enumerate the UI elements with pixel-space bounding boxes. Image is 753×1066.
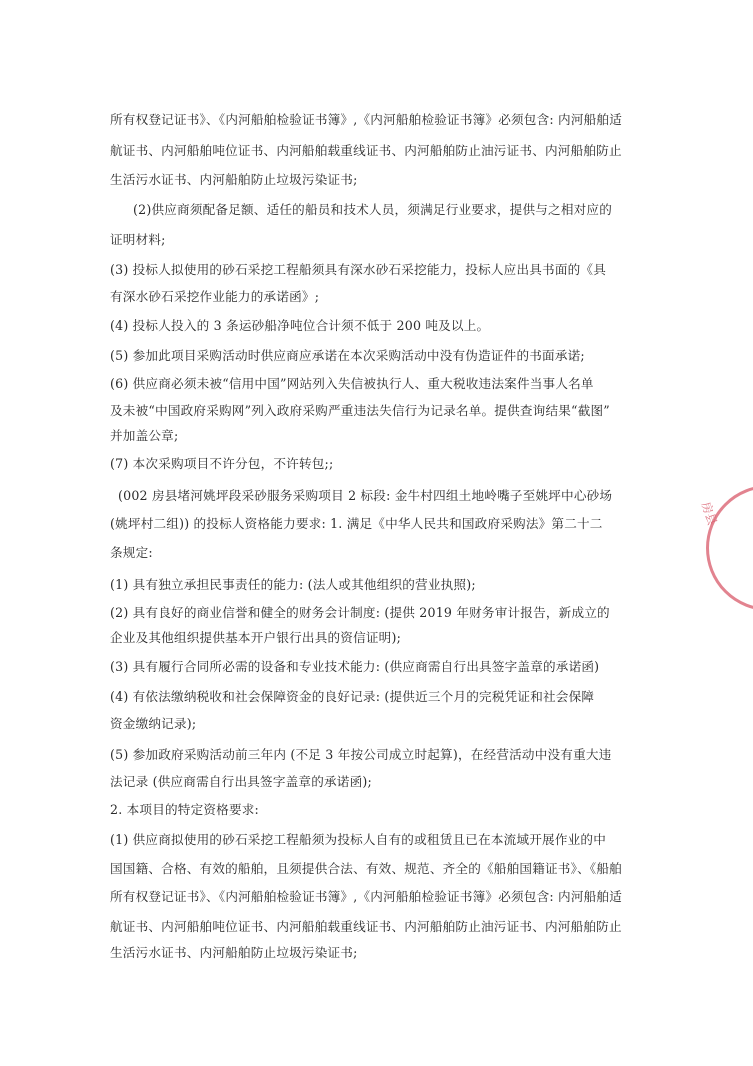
text-line: 企业及其他组织提供基本开户银行出具的资信证明); — [110, 630, 402, 645]
text-line: 条规定: — [110, 545, 153, 560]
text-line: (7) 本次采购项目不许分包，不许转包;; — [110, 456, 334, 471]
text-line: (1) 具有独立承担民事责任的能力: (法人或其他组织的营业执照); — [110, 577, 476, 592]
text-line: 及未被“中国政府采购网”列入政府采购严重违法失信行为记录名单。提供查询结果“截图” — [110, 403, 610, 418]
text-line: 生活污水证书、内河船舶防止垃圾污染证书; — [110, 945, 358, 960]
text-line: (姚坪村二组)) 的投标人资格能力要求: 1. 满足《中华人民共和国政府采购法》第二十二 — [110, 516, 603, 531]
text-line: 证明材料; — [110, 232, 166, 247]
text-line: 航证书、内河船舶吨位证书、内河船舶载重线证书、内河船舶防止油污证书、内河船舶防止 — [110, 919, 622, 934]
text-line: 国国籍、合格、有效的船舶，且须提供合法、有效、规范、齐全的《船舶国籍证书》、《船舶 — [110, 861, 622, 876]
text-line: 航证书、内河船舶吨位证书、内河船舶载重线证书、内河船舶防止油污证书、内河船舶防止 — [110, 143, 622, 158]
official-seal-text: 房县 — [698, 500, 720, 528]
text-line: 2. 本项目的特定资格要求: — [110, 802, 259, 817]
text-line: (3) 投标人拟使用的砂石采挖工程船须具有深水砂石采挖能力，投标人应出具书面的《具 — [110, 262, 607, 277]
text-line: (5) 参加此项目采购活动时供应商应承诺在本次采购活动中没有伪造证件的书面承诺; — [110, 348, 585, 363]
text-line: 法记录 (供应商需自行出具签字盖章的承诺函); — [110, 774, 372, 789]
text-line: (002 房县堵河姚坪段采砂服务采购项目 2 标段: 金牛村四组土地岭嘴子至姚坪中心砂场 — [118, 488, 613, 503]
text-line: 并加盖公章; — [110, 428, 179, 443]
text-line: 所有权登记证书》、《内河船舶检验证书簿》,《内河船舶检验证书簿》必须包含: 内河船舶适 — [110, 889, 622, 904]
text-line: 所有权登记证书》、《内河船舶检验证书簿》,《内河船舶检验证书簿》必须包含: 内河船舶适 — [110, 112, 622, 127]
text-line: (6) 供应商必须未被“信用中国”网站列入失信被执行人、重大税收违法案件当事人名单 — [110, 376, 594, 391]
text-line: (3) 具有履行合同所必需的设备和专业技术能力: (供应商需自行出具签字盖章的承诺函) — [110, 659, 600, 674]
text-line: 资金缴纳记录); — [110, 716, 197, 731]
text-line: 生活污水证书、内河船舶防止垃圾污染证书; — [110, 172, 358, 187]
text-line: (2) 具有良好的商业信誉和健全的财务会计制度: (提供 2019 年财务审计报告，新成立的 — [110, 605, 610, 620]
text-line: (5) 参加政府采购活动前三年内 (不足 3 年按公司成立时起算)，在经营活动中没有重大违 — [110, 747, 612, 762]
text-line: 有深水砂石采挖作业能力的承诺函》; — [110, 289, 320, 304]
text-line: (1) 供应商拟使用的砂石采挖工程船须为投标人自有的或租赁且已在本流域开展作业的中 — [110, 832, 607, 847]
text-line: (4) 投标人投入的 3 条运砂船净吨位合计须不低于 200 吨及以上。 — [110, 318, 490, 333]
text-line: (2)供应商须配备足额、适任的船员和技术人员，须满足行业要求，提供与之相对应的 — [133, 202, 613, 217]
text-line: (4) 有依法缴纳税收和社会保障资金的良好记录: (提供近三个月的完税凭证和社会保障 — [110, 689, 595, 704]
